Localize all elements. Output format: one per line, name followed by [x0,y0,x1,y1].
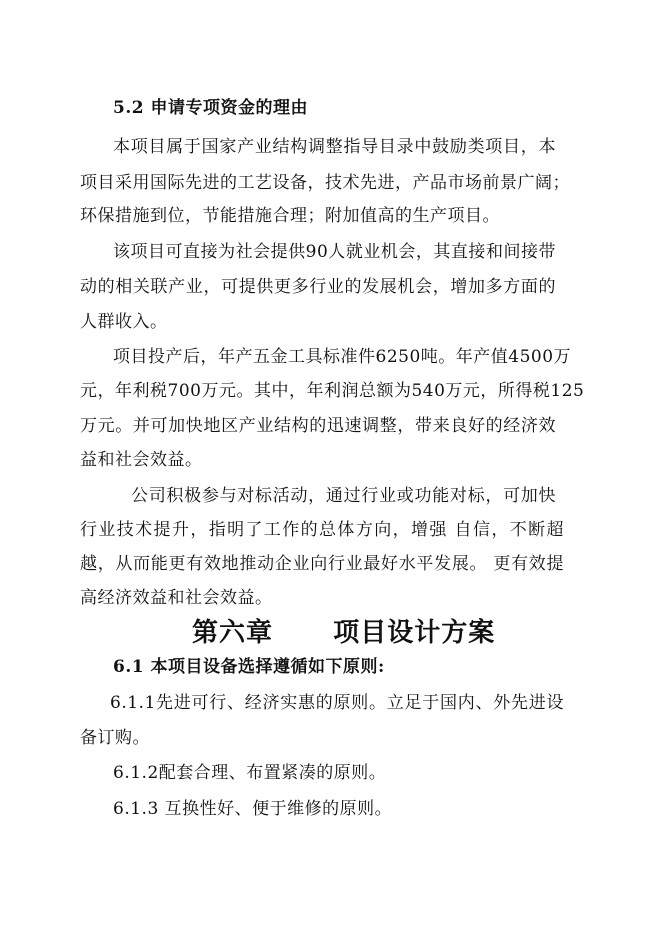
para4-line4: 高经济效益和社会效益。 [80,588,273,608]
item-6-1-2: 6.1.2配套合理、布置紧凑的原则。 [113,763,387,783]
para3-line1: 项目投产后，年产五金工具标准件6250吨。年产值4500万 [113,347,572,367]
para3-line4: 益和社会效益。 [80,450,203,470]
para2-line3: 人群收入。 [80,312,168,332]
para3-line2: 元，年利税700万元。其中，年利润总额为540万元，所得税125 [80,381,585,401]
para4-line2: 行业技术提升，指明了工作的总体方向，增强 自信，不断超 [80,520,564,540]
section-heading-6-1: 6.1 本项目设备选择遵循如下原则: [113,657,385,677]
para1-line1: 本项目属于国家产业结构调整指导目录中鼓励类项目，本 [113,137,556,157]
chapter-6-title: 第六章 项目设计方案 [192,618,496,648]
para1-line3: 环保措施到位，节能措施合理；附加值高的生产项目。 [80,206,500,226]
para3-line3: 万元。并可加快地区产业结构的迅速调整，带来良好的经济效 [80,416,556,436]
para2-line2: 动的相关联产业，可提供更多行业的发展机会，增加多方面的 [80,277,556,297]
para4-line3: 越，从而能更有效地推动企业向行业最好水平发展。 更有效提 [80,554,564,574]
item-6-1-1-line2: 备订购。 [80,728,150,748]
para1-line2: 项目采用国际先进的工艺设备，技术先进，产品市场前景广阔； [80,173,570,193]
para4-line1: 公司积极参与对标活动，通过行业或功能对标，可加快 [131,486,556,506]
section-heading-5-2: 5.2 申请专项资金的理由 [113,98,308,118]
item-6-1-1-line1: 6.1.1先进可行、经济实惠的原则。立足于国内、外先进设 [110,693,564,713]
item-6-1-3: 6.1.3 互换性好、便于维修的原则。 [113,799,393,819]
para2-line1: 该项目可直接为社会提供90人就业机会，其直接和间接带 [113,242,556,262]
